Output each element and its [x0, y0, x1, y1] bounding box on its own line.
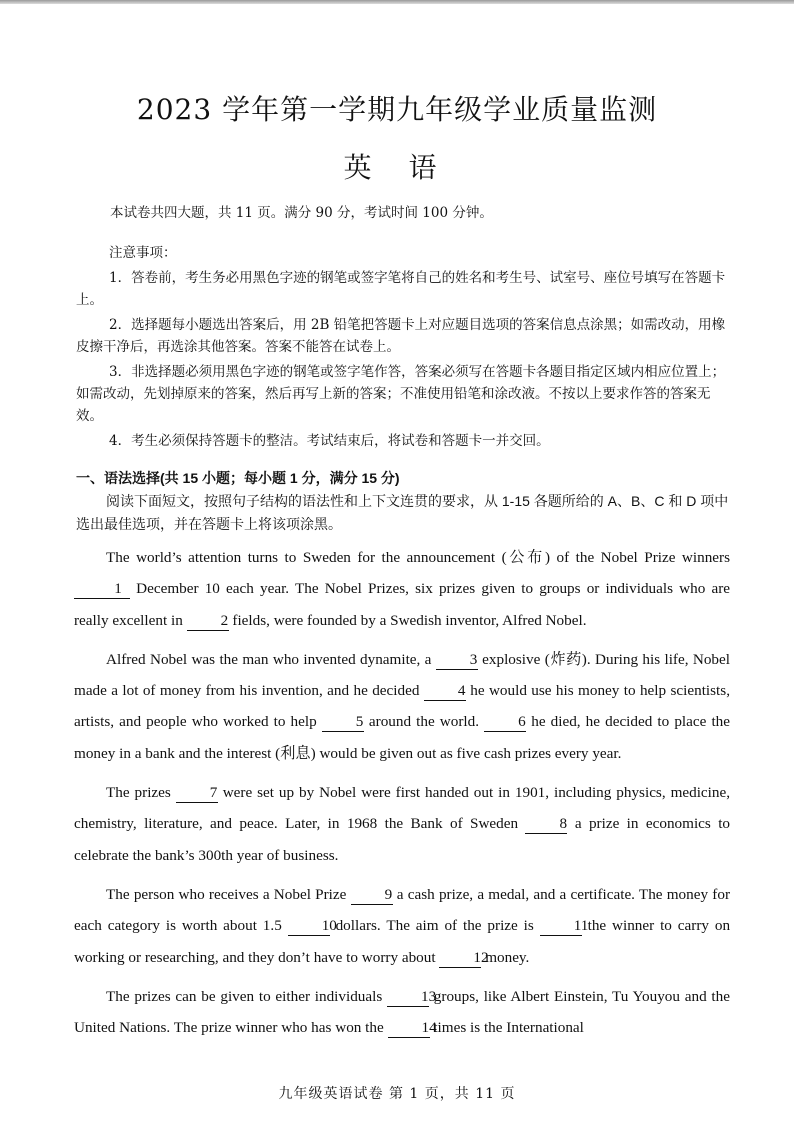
- blank-3: 3: [436, 651, 478, 670]
- passage-text: Alfred Nobel was the man who invented dynamite, a: [106, 650, 432, 668]
- passage-text: groups, like Albert Einstein, Tu Youyou and the United Nations. The prize winner who has won the: [74, 987, 730, 1037]
- blank-1: 1: [74, 580, 130, 599]
- blank-13: 13: [387, 988, 429, 1007]
- passage-paragraph: [74, 981, 730, 1044]
- notes-heading: 注意事项：: [109, 245, 177, 261]
- blank-10: 10: [288, 917, 330, 936]
- note-item: 4．考生必须保持答题卡的整洁。考试结束后，将试卷和答题卡一并交回。: [109, 433, 550, 449]
- passage-paragraph: [74, 542, 730, 636]
- passage-text: The person who receives a Nobel Prize: [106, 885, 347, 903]
- passage-text: the winner to carry on working or researching, and they don’t have to worry about: [74, 917, 731, 966]
- passage-text: December 10 each year. The Nobel Prizes, six prizes given to groups or individuals who are really excellent in: [74, 580, 730, 629]
- blank-6: 6: [484, 713, 526, 732]
- section-directions: 阅读下面短文，按照句子结构的语法性和上下文连贯的要求，从 1-15 各题所给的 A、B、C 和 D 项中选出最佳选项，并在答题卡上将该项涂黑。: [76, 493, 729, 532]
- subject-title: 英 语: [343, 151, 451, 184]
- blank-9: 9: [351, 886, 393, 905]
- exam-info: 本试卷共四大题，共 11 页。满分 90 分，考试时间 100 分钟。: [110, 205, 493, 221]
- passage-text: money.: [485, 948, 530, 966]
- passage-paragraph: [74, 777, 730, 871]
- passage-text: The prizes: [106, 784, 171, 802]
- passage-text: he died, he decided to place the money in a bank and the interest (利息) would be given out as five cash prizes every year.: [74, 713, 731, 762]
- reading-passage: [74, 542, 730, 1051]
- passage-text: explosive (炸药). During his life, Nobel made a lot of money from his invention, and he decided: [74, 650, 730, 700]
- passage-paragraph: [74, 644, 730, 769]
- blank-11: 11: [540, 917, 582, 936]
- passage-text: dollars. The aim of the prize is: [335, 917, 534, 935]
- passage-text: times is the International: [433, 1019, 584, 1037]
- blank-12: 12: [439, 949, 481, 968]
- note-item: 1．答卷前，考生务必用黑色字迹的钢笔或签字笔将自己的姓名和考生号、试室号、座位号填写在答题卡上。: [76, 270, 726, 308]
- note-item: 2．选择题每小题选出答案后，用 2B 铅笔把答题卡上对应题目选项的答案信息点涂黑；如需改动，用橡皮擦干净后，再选涂其他答案。答案不能答在试卷上。: [76, 317, 726, 355]
- blank-5: 5: [322, 713, 364, 732]
- note-item: 3．非选择题必须用黑色字迹的钢笔或签字笔作答，答案必须写在答题卡各题目指定区域内相应位置上；如需改动，先划掉原来的答案，然后再写上新的答案；不准使用铅笔和涂改液。不按以上要求作答的答案无效。: [76, 364, 726, 424]
- exam-title: 2023 学年第一学期九年级学业质量监测: [136, 93, 658, 126]
- passage-text: he would use his money to help scientists, artists, and people who worked to help: [74, 682, 730, 731]
- passage-text: around the world.: [368, 713, 480, 731]
- blank-2: 2: [187, 612, 229, 631]
- blank-7: 7: [176, 784, 218, 803]
- scan-edge: [0, 0, 794, 4]
- notes-section: [76, 242, 726, 455]
- blank-4: 4: [424, 682, 466, 701]
- passage-text: a cash prize, a medal, and a certificate. The money for each category is worth about 1.5: [74, 885, 731, 935]
- passage-text: The world’s attention turns to Sweden for the announcement (公布) of the Nobel Prize winners: [106, 549, 730, 566]
- passage-text: a prize in economics to celebrate the bank’s 300th year of business.: [74, 815, 731, 864]
- page-footer: 九年级英语试卷 第 1 页，共 11 页: [278, 1086, 516, 1102]
- passage-text: The prizes can be given to either individuals: [106, 987, 383, 1005]
- blank-14: 14: [388, 1019, 430, 1038]
- blank-8: 8: [525, 815, 567, 834]
- section-heading: 一、语法选择(共 15 小题；每小题 1 分，满分 15 分): [76, 470, 400, 486]
- passage-text: were set up by Nobel were first handed out in 1901, including physics, medicine, chemistry, literature, and peace. Later, in 1968 the Bank of Sweden: [74, 784, 731, 833]
- passage-paragraph: [74, 879, 730, 973]
- passage-text: fields, were founded by a Swedish inventor, Alfred Nobel.: [232, 611, 587, 629]
